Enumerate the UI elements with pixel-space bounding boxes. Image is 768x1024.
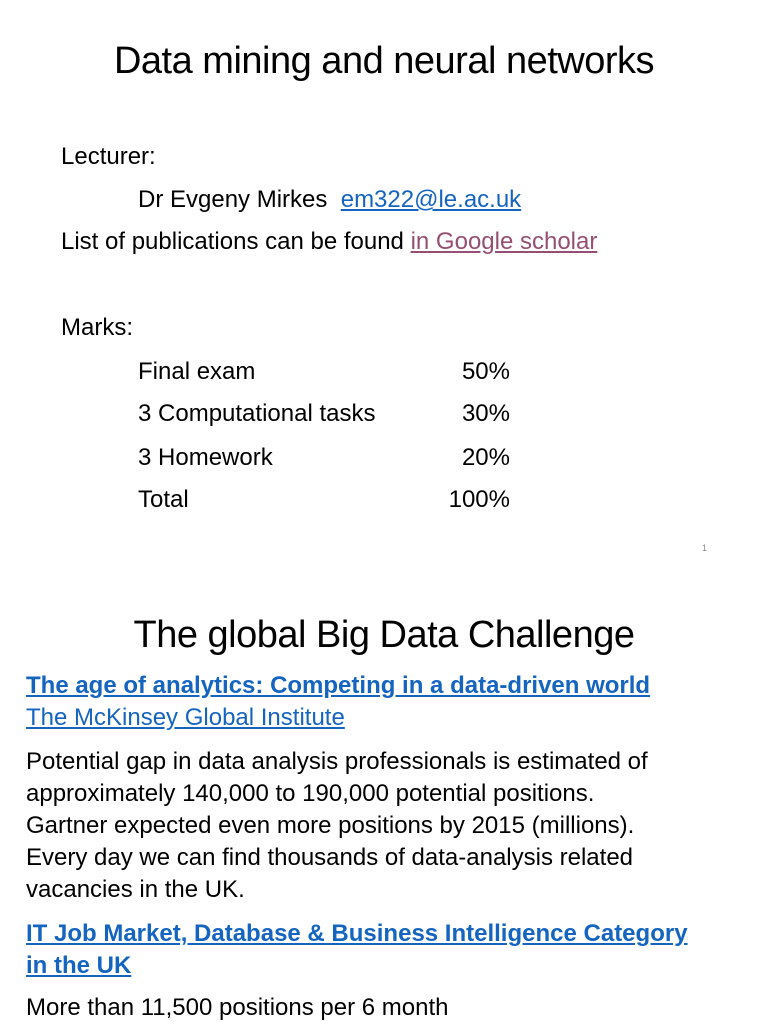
marks-label: Marks:: [61, 314, 133, 341]
google-scholar-link[interactable]: in Google scholar: [410, 228, 598, 255]
lecturer-line: [138, 188, 521, 212]
marks-item: 3 Homework: [138, 444, 273, 471]
gap-paragraph: [26, 746, 746, 906]
paragraph-line: Every day we can find thousands of data-analysis related: [26, 844, 634, 871]
marks-item: 3 Computational tasks: [138, 400, 376, 427]
lecturer-email-link[interactable]: em322@le.ac.uk: [340, 186, 522, 213]
lecturer-label: Lecturer:: [61, 143, 156, 170]
marks-value: 100%: [448, 486, 510, 513]
positions-text: More than 11,500 positions per 6 month: [26, 994, 449, 1021]
link-line[interactable]: in the UK: [26, 952, 132, 979]
paragraph-line: Gartner expected even more positions by 2015 (millions).: [26, 812, 635, 839]
paragraph-line: approximately 140,000 to 190,000 potential positions.: [26, 780, 595, 807]
link-line[interactable]: IT Job Market, Database & Business Intelligence Category: [26, 920, 688, 947]
slide-2: [0, 568, 768, 1024]
marks-value: 20%: [461, 444, 510, 471]
publications-line: [61, 230, 597, 254]
paragraph-line: Potential gap in data analysis professionals is estimated of: [26, 748, 648, 775]
it-job-market-link[interactable]: [26, 918, 746, 982]
marks-value: 30%: [461, 400, 510, 427]
publications-text: List of publications can be found: [61, 228, 404, 255]
marks-item: Total: [138, 486, 189, 513]
mckinsey-institute-link[interactable]: The McKinsey Global Institute: [26, 704, 345, 731]
mckinsey-report-link[interactable]: The age of analytics: Competing in a data-driven world: [26, 672, 651, 699]
marks-value: 50%: [461, 358, 510, 385]
slide-title: The global Big Data Challenge: [133, 614, 635, 656]
paragraph-line: vacancies in the UK.: [26, 876, 245, 903]
marks-item: Final exam: [138, 358, 256, 385]
slide-title: Data mining and neural networks: [113, 40, 655, 82]
lecturer-name: Dr Evgeny Mirkes: [138, 186, 328, 213]
page-number: 1: [702, 543, 708, 553]
